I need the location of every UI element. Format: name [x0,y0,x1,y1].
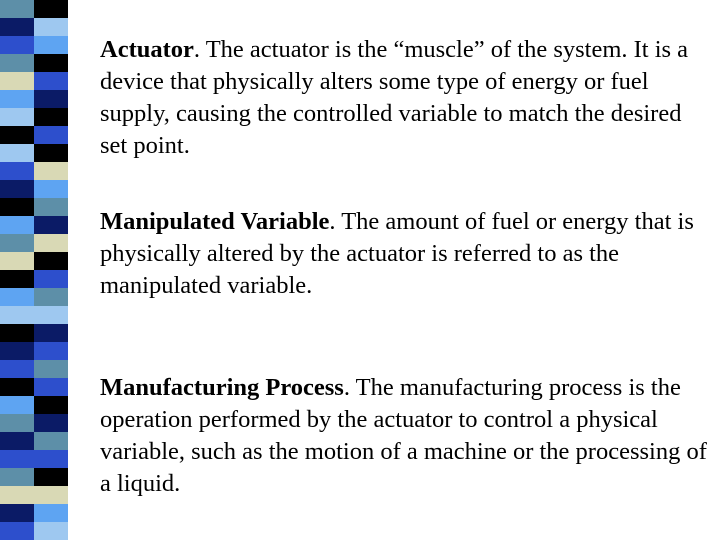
decorative-stripe [0,0,68,540]
stripe-block [34,288,68,306]
stripe-block [34,108,68,126]
stripe-block [34,396,68,414]
stripe-block [0,198,34,216]
stripe-block [34,126,68,144]
term-manipulated-variable: Manipulated Variable [100,208,330,235]
stripe-block [0,432,34,450]
stripe-block [34,0,68,18]
stripe-block [0,162,34,180]
stripe-block [0,468,34,486]
definition-actuator-body: . The actuator is the “muscle” of the system. It is a device that physically alters some type of energy or fuel supply, causing the controlled variable to match the desired set point. [100,36,689,159]
stripe-block [34,306,68,324]
stripe-block [0,378,34,396]
definition-manufacturing-process-body: . The manufacturing process is the operation performed by the actuator to control a physical variable, such as the motion of a machine or the processing of a liquid. [100,374,707,497]
stripe-block [0,234,34,252]
stripe-block [0,18,34,36]
stripe-block [34,216,68,234]
stripe-block [34,486,68,504]
stripe-block [34,360,68,378]
stripe-block [34,234,68,252]
stripe-block [0,288,34,306]
stripe-block [34,324,68,342]
stripe-block [34,72,68,90]
stripe-block [34,432,68,450]
stripe-block [34,144,68,162]
term-manufacturing-process: Manufacturing Process [100,374,344,401]
definition-manufacturing-process [100,372,710,500]
stripe-block [0,54,34,72]
stripe-block [0,504,34,522]
stripe-block [34,180,68,198]
stripe-block [34,18,68,36]
stripe-block [0,216,34,234]
stripe-block [0,342,34,360]
stripe-block [34,504,68,522]
stripe-block [0,306,34,324]
stripe-block [0,360,34,378]
stripe-block [0,126,34,144]
stripe-block [0,180,34,198]
stripe-block [34,90,68,108]
stripe-block [0,486,34,504]
stripe-block [34,162,68,180]
stripe-block [34,342,68,360]
stripe-block [0,252,34,270]
term-actuator: Actuator [100,36,194,63]
stripe-block [34,36,68,54]
stripe-block [34,252,68,270]
definition-manipulated-variable [100,206,710,302]
stripe-block [34,270,68,288]
definition-actuator [100,34,710,162]
stripe-block [0,450,34,468]
stripe-block [34,468,68,486]
stripe-block [34,414,68,432]
stripe-block [0,72,34,90]
stripe-block [0,270,34,288]
stripe-block [34,450,68,468]
stripe-block [0,144,34,162]
stripe-block [34,54,68,72]
stripe-block [0,36,34,54]
stripe-block [0,324,34,342]
stripe-block [34,198,68,216]
stripe-block [0,414,34,432]
stripe-block [0,0,34,18]
stripe-block [0,522,34,540]
stripe-block [0,90,34,108]
stripe-block [34,522,68,540]
stripe-block [0,396,34,414]
stripe-block [34,378,68,396]
stripe-block [0,108,34,126]
definition-manipulated-variable-body: . The amount of fuel or energy that is physically altered by the actuator is referred to as the manipulated variable. [100,208,694,299]
